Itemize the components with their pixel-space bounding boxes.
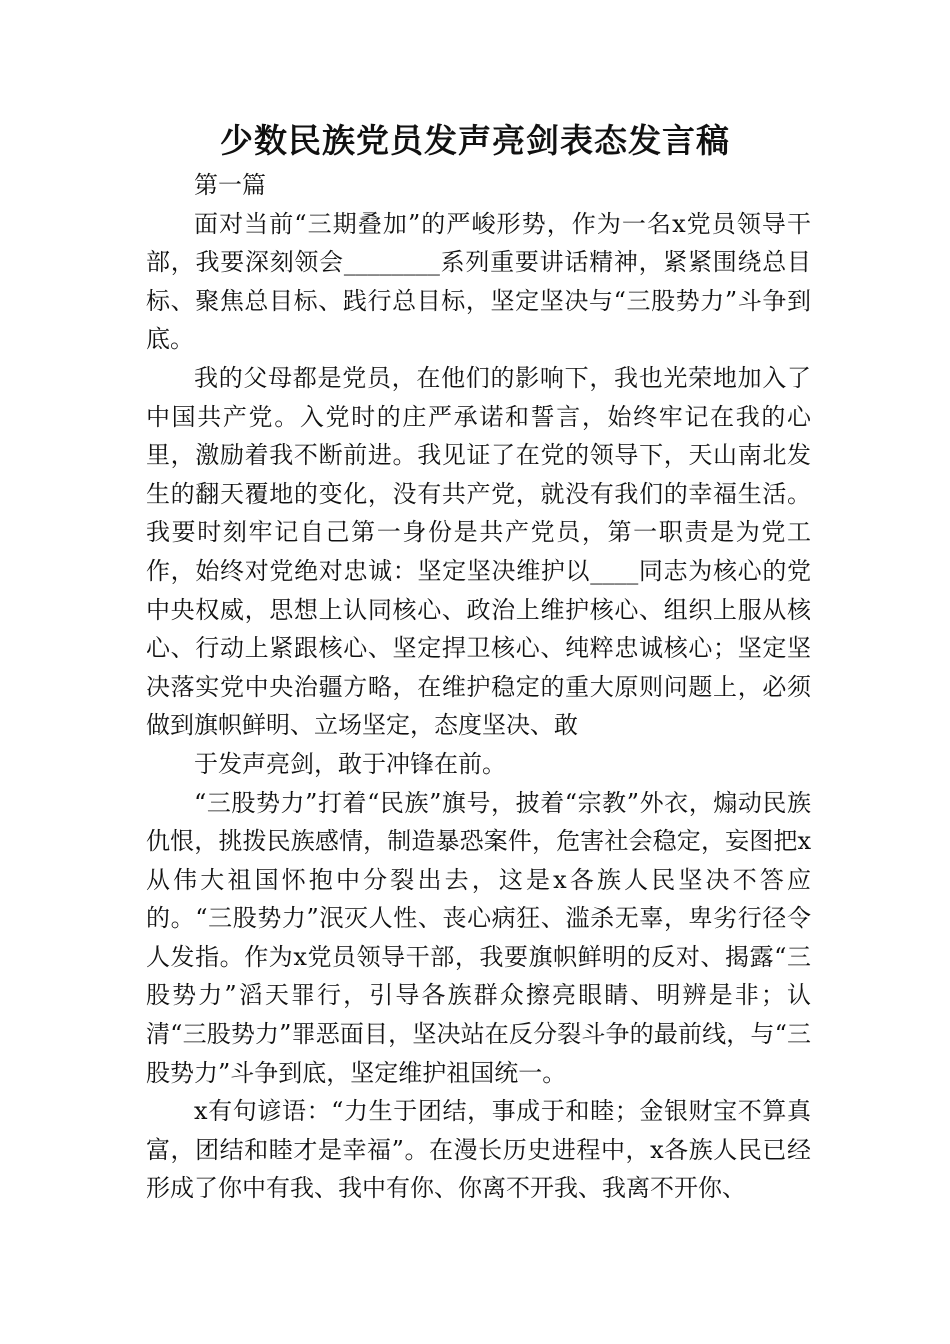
paragraph: “三股势力”打着“民族”旗号，披着“宗教”外衣，煽动民族仇恨，挑拨民族感情，制造暴恐案件，危害社会稳定，妄图把x从伟大祖国怀抱中分裂出去，这是x各族人民坚决不答应的。“三股势力”泯灭人性、丧心病狂、滥杀无辜，卑劣行径令人发指。作为x党员领导干部，我要旗帜鲜明的反对、揭露“三股势力”滔天罪行，引导各族群众擦亮眼睛、明辨是非；认清“三股势力”罪恶面目，坚决站在反分裂斗争的最前线，与“三股势力”斗争到底，坚定维护祖国统一。	[146, 788, 811, 1087]
document-body	[146, 166, 811, 1208]
paragraph: 我的父母都是党员，在他们的影响下，我也光荣地加入了中国共产党。入党时的庄严承诺和誓言，始终牢记在我的心里，激励着我不断前进。我见证了在党的领导下，天山南北发生的翻天覆地的变化，没有共产党，就没有我们的幸福生活。我要时刻牢记自己第一身份是共产党员，第一职责是为党工作，始终对党绝对忠诚：坚定坚决维护以____同志为核心的党中央权威，思想上认同核心、政治上维护核心、组织上服从核心、行动上紧跟核心、坚定捍卫核心、纯粹忠诚核心；坚定坚决落实党中央治疆方略，在维护稳定的重大原则问题上，必须做到旗帜鲜明、立场坚定，态度坚决、敢	[146, 363, 811, 740]
document-title: 少数民族党员发声亮剑表态发言稿	[220, 121, 730, 160]
paragraph: x有句谚语：“力生于团结，事成于和睦；金银财宝不算真富，团结和睦才是幸福”。在漫长历史进程中，x各族人民已经形成了你中有我、我中有你、你离不开我、我离不开你、	[146, 1097, 811, 1203]
section-heading: 第一篇	[194, 171, 266, 199]
paragraph: 于发声亮剑，敢于冲锋在前。	[194, 749, 506, 778]
paragraph: 面对当前“三期叠加”的严峻形势，作为一名x党员领导干部，我要深刻领会________系列重要讲话精神，紧紧围绕总目标、聚焦总目标、践行总目标，坚定坚决与“三股势力”斗争到底。	[146, 209, 811, 354]
